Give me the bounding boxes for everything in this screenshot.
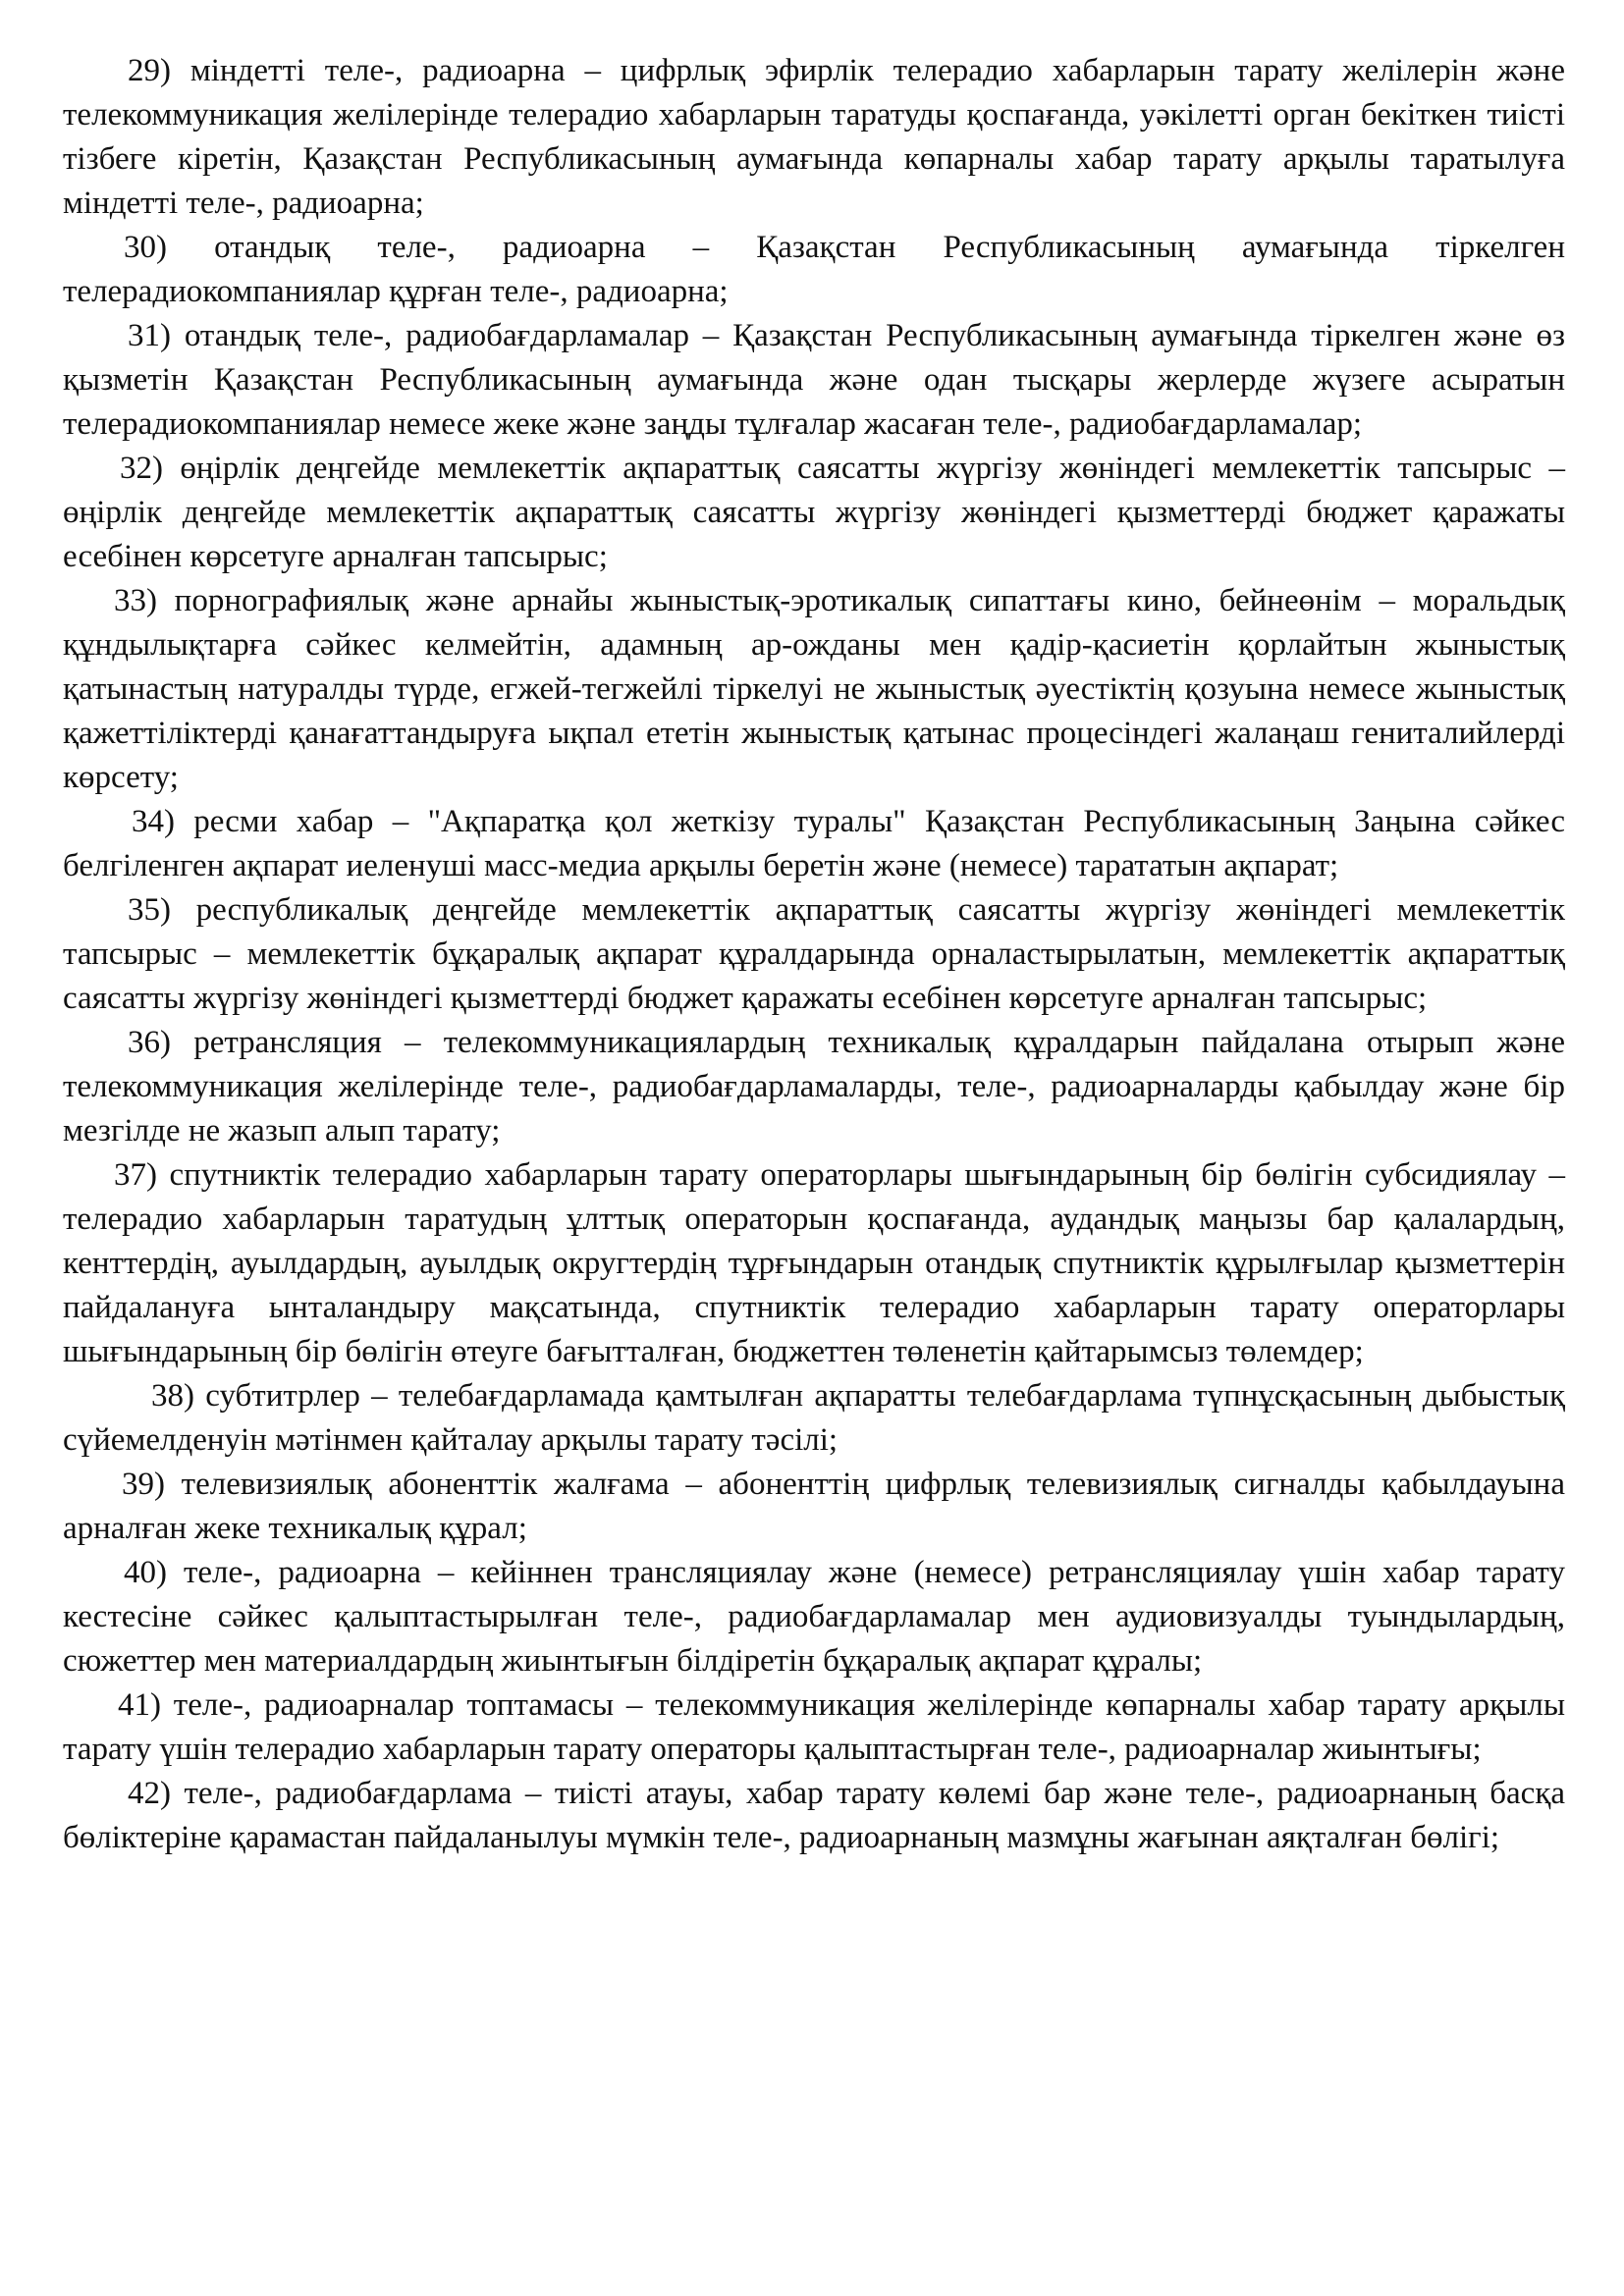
definition-paragraph-30: 30) отандық теле-, радиоарна – Қазақстан Республикасының аумағында тіркелген телерадиокомпаниялар құрған теле-, радиоарна; (63, 230, 1565, 309)
definition-paragraph-37: 37) спутниктік телерадио хабарларын тарату операторлары шығындарының бір бөлігін субсидиялау – телерадио хабарларын таратудың ұлттық операторын қоспағанда, аудандық маңызы бар қалалардың, кенттердің, ауылдардың, ауылдық округтердің тұрғындарын отандық спутниктік құрылғылар қызметтерін пайдалануға ынталандыру мақсатында, спутниктік телерадио хабарларын тарату операторлары шығындарының бір бөлігін өтеуге бағытталған, бюджеттен төленетін қайтарымсыз төлемдер; (63, 1157, 1565, 1369)
definition-paragraph-32: 32) өңірлік деңгейде мемлекеттік ақпараттық саясатты жүргізу жөніндегі мемлекеттік тапсырыс – өңірлік деңгейде мемлекеттік ақпараттық саясатты жүргізу жөніндегі қызметтерді бюджет қаражаты есебінен көрсетуге арналған тапсырыс; (63, 451, 1565, 574)
document-page (63, 49, 1565, 1860)
definition-paragraph-36: 36) ретрансляция – телекоммуникациялардың техникалық құралдарын пайдалана отырып және телекоммуникация желілерінде теле-, радиобағдарламаларды, теле-, радиоарналарды қабылдау және бір мезгілде не жазып алып тарату; (63, 1025, 1565, 1148)
definition-paragraph-39: 39) телевизиялық абоненттік жалғама – абоненттің цифрлық телевизиялық сигналды қабылдауына арналған жеке техникалық құрал; (63, 1467, 1565, 1546)
definition-paragraph-34: 34) ресми хабар – "Ақпаратқа қол жеткізу туралы" Қазақстан Республикасының Заңына сәйкес белгіленген ақпарат иеленуші масс-медиа арқылы беретін және (немесе) тарататын ақпарат; (63, 804, 1565, 883)
definition-paragraph-41: 41) теле-, радиоарналар топтамасы – телекоммуникация желілерінде көпарналы хабар тарату арқылы тарату үшін телерадио хабарларын тарату операторы қалыптастырған теле-, радиоарналар жиынтығы; (63, 1687, 1565, 1767)
definition-paragraph-40: 40) теле-, радиоарна – кейіннен трансляциялау және (немесе) ретрансляциялау үшін хабар тарату кестесіне сәйкес қалыптастырылған теле-, радиобағдарламалар мен аудиовизуалды туындылардың, сюжеттер мен материалдардың жиынтығын білдіретін бұқаралық ақпарат құралы; (63, 1555, 1565, 1679)
definition-paragraph-42: 42) теле-, радиобағдарлама – тиісті атауы, хабар тарату көлемі бар және теле-, радиоарнаның басқа бөліктеріне қарамастан пайдаланылуы мүмкін теле-, радиоарнаның мазмұны жағынан аяқталған бөлігі; (63, 1776, 1565, 1855)
definition-paragraph-29: 29) міндетті теле-, радиоарна – цифрлық эфирлік телерадио хабарларын тарату желілерін және телекоммуникация желілерінде телерадио хабарларын таратуды қоспағанда, уәкілетті орган бекіткен тиісті тізбеге кіретін, Қазақстан Республикасының аумағында көпарналы хабар тарату арқылы таратылуға міндетті теле-, радиоарна; (63, 53, 1565, 221)
definition-paragraph-33: 33) порнографиялық және арнайы жыныстық-эротикалық сипаттағы кино, бейнеөнім – моральдық құндылықтарға сәйкес келмейтін, адамның ар-ожданы мен қадір-қасиетін қорлайтын жыныстық қатынастың натуралды түрде, егжей-тегжейлі тіркелуі не жыныстық әуестіктің қозуына немесе жыныстық қажеттіліктерді қанағаттандыруға ықпал ететін жыныстық қатынас процесіндегі жалаңаш гениталийлерді көрсету; (63, 583, 1565, 795)
definition-paragraph-31: 31) отандық теле-, радиобағдарламалар – Қазақстан Республикасының аумағында тіркелген және өз қызметін Қазақстан Республикасының аумағында және одан тысқары жерлерде жүзеге асыратын телерадиокомпаниялар немесе жеке және заңды тұлғалар жасаған теле-, радиобағдарламалар; (63, 318, 1565, 442)
definition-paragraph-38: 38) субтитрлер – телебағдарламада қамтылған ақпаратты телебағдарлама түпнұсқасының дыбыстық сүйемелденуін мәтінмен қайталау арқылы тарату тәсілі; (63, 1378, 1565, 1458)
definition-paragraph-35: 35) республикалық деңгейде мемлекеттік ақпараттық саясатты жүргізу жөніндегі мемлекеттік тапсырыс – мемлекеттік бұқаралық ақпарат құралдарында орналастырылатын, мемлекеттік ақпараттық саясатты жүргізу жөніндегі қызметтерді бюджет қаражаты есебінен көрсетуге арналған тапсырыс; (63, 892, 1565, 1016)
